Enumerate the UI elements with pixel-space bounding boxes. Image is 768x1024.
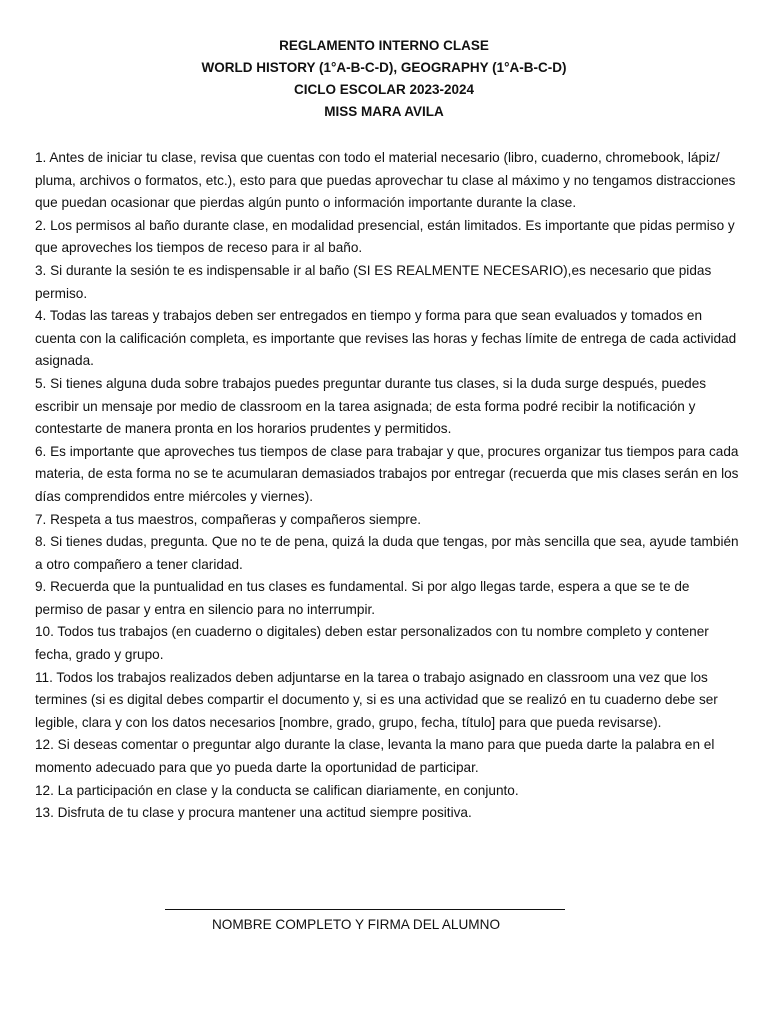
rule-item-12: 12. Si deseas comentar o preguntar algo durante la clase, levanta la mano para que pueda darte la palabra en el momento adecuado para que yo pueda darte la oportunidad de participar. xyxy=(35,737,715,776)
teacher-name: MISS MARA AVILA xyxy=(324,104,444,119)
subjects-line: WORLD HISTORY (1°A-B-C-D), GEOGRAPHY (1°A-B-C-D) xyxy=(201,60,567,75)
rule-item-10: 10. Todos tus trabajos (en cuaderno o digitales) deben estar personalizados con tu nombre completo y contener fecha, grado y grupo. xyxy=(35,624,709,663)
signature-label: NOMBRE COMPLETO Y FIRMA DEL ALUMNO xyxy=(211,917,501,932)
document-title: REGLAMENTO INTERNO CLASE xyxy=(279,38,489,53)
rule-item-5: 5. Si tienes alguna duda sobre trabajos puedes preguntar durante tus clases, si la duda surge después, puedes escribir un mensaje por medio de classroom en la tarea asignada; de esta forma podré recibir la notificación y contestarte de manera pronta en los horarios prudentes y permitidos. xyxy=(35,375,707,437)
rule-item-7: 7. Respeta a tus maestros, compañeras y compañeros siempre. xyxy=(35,511,422,527)
document-header xyxy=(0,35,768,123)
rule-item-3: 3. Si durante la sesión te es indispensable ir al baño (SI ES REALMENTE NECESARIO),es necesario que pidas permiso. xyxy=(35,262,712,301)
rule-item-8: 8. Si tienes dudas, pregunta. Que no te de pena, quizá la duda que tengas, por màs sencilla que sea, ayude también a otro compañero a tener claridad. xyxy=(35,534,739,572)
signature-line xyxy=(165,909,565,910)
rule-item-4: 4. Todas las tareas y trabajos deben ser entregados en tiempo y forma para que sean evaluados y tomados en cuenta con la calificación completa, es importante que revises las horas y fechas límite de entrega de cada actividad asignada. xyxy=(35,308,737,369)
rule-item-9: 9. Recuerda que la puntualidad en tus clases es fundamental. Si por algo llegas tarde, espera a que se te de permiso de pasar y entra en silencio para no interrumpir. xyxy=(35,579,690,617)
school-year-line: CICLO ESCOLAR 2023-2024 xyxy=(293,82,475,97)
rule-item-2: 2. Los permisos al baño durante clase, en modalidad presencial, están limitados. Es importante que pidas permiso y que aproveches los tiempos de receso para ir al baño. xyxy=(35,217,735,256)
rule-item-13: 13. Disfruta de tu clase y procura mantener una actitud siempre positiva. xyxy=(35,805,472,821)
rule-item-11: 11. Todos los trabajos realizados deben adjuntarse en la tarea o trabajo asignado en classroom una vez que los termines (si es digital debes compartir el documento y, si es una actividad que se realizó en tu cuaderno debe ser legible, clara y con los datos necesarios [nombre, grado, grupo, fecha, título] para que pueda revisarse). xyxy=(35,669,718,730)
rule-item-12b: 12. La participación en clase y la conducta se califican diariamente, en conjunto. xyxy=(35,782,519,798)
rules-list xyxy=(35,147,740,825)
rule-item-6: 6. Es importante que aproveches tus tiempos de clase para trabajar y que, procures organizar tus tiempos para cada materia, de esta forma no se te acumularan demasiados trabajos por entregar (recuerda que mis clases serán en los días comprendidos entre miércoles y viernes). xyxy=(35,443,739,504)
rule-item-1: 1. Antes de iniciar tu clase, revisa que cuentas con todo el material necesario (libro, cuaderno, chromebook, lápiz/ pluma, archivos o formatos, etc.), esto para que puedas aprovechar tu clase al máximo y no tengamos distracciones que puedan ocasionar que pierdas algún punto o información importante durante la clase. xyxy=(35,150,736,211)
